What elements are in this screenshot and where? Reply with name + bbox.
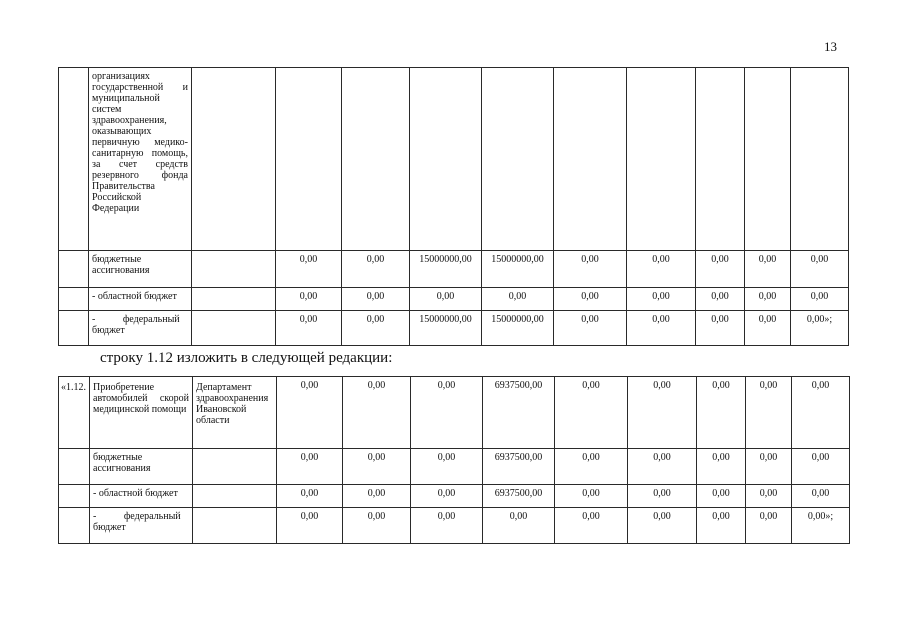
table-row (59, 68, 849, 251)
row-label: - областной бюджет (90, 485, 193, 508)
value-cell: 0,00 (343, 449, 411, 485)
budget-table-continuation (58, 67, 849, 346)
value-cell: 0,00 (554, 251, 627, 288)
value-cell: 0,00 (696, 251, 745, 288)
table-row (59, 485, 850, 508)
value-cell: 0,00 (276, 251, 342, 288)
value-cell: 0,00 (696, 311, 745, 346)
value-cell (745, 68, 791, 251)
page-number: 13 (824, 39, 837, 54)
value-cell: 6937500,00 (483, 377, 555, 449)
value-cell: 0,00 (746, 449, 792, 485)
value-cell: 0,00 (696, 288, 745, 311)
value-cell: 0,00»; (792, 508, 850, 544)
value-cell: 0,00 (483, 508, 555, 544)
table-row (59, 288, 849, 311)
row-number-cell (59, 68, 89, 251)
value-cell: 0,00 (791, 251, 849, 288)
value-cell (627, 68, 696, 251)
table-row (59, 508, 850, 544)
table-row (59, 449, 850, 485)
value-cell: 15000000,00 (482, 251, 554, 288)
value-cell: 0,00 (627, 251, 696, 288)
value-cell: 0,00 (410, 288, 482, 311)
measure-description-continued: организациях государственной и муниципальной систем здравоохранения, оказывающих первичную медико-санитарную помощь, за счет средств резервного фонда Правительства Российской Федерации (89, 68, 192, 251)
value-cell (410, 68, 482, 251)
value-cell: 0,00 (555, 377, 628, 449)
value-cell: 0,00 (555, 508, 628, 544)
table-row (59, 311, 849, 346)
value-cell: 0,00»; (791, 311, 849, 346)
value-cell: 0,00 (342, 311, 410, 346)
amendment-instruction: строку 1.12 изложить в следующей редакции: (100, 350, 393, 366)
value-cell: 0,00 (792, 485, 850, 508)
value-cell: 0,00 (746, 485, 792, 508)
value-cell: 0,00 (745, 251, 791, 288)
row-label: - федеральный бюджет (90, 508, 193, 544)
budget-table-row-1-12 (58, 376, 850, 544)
measure-title: Приобретение автомобилей скорой медицинской помощи (90, 377, 193, 449)
value-cell: 0,00 (554, 288, 627, 311)
value-cell: 0,00 (792, 449, 850, 485)
value-cell: 0,00 (277, 508, 343, 544)
value-cell: 0,00 (627, 311, 696, 346)
value-cell: 6937500,00 (483, 449, 555, 485)
value-cell: 0,00 (697, 449, 746, 485)
value-cell: 0,00 (746, 508, 792, 544)
value-cell: 0,00 (697, 377, 746, 449)
value-cell: 0,00 (745, 288, 791, 311)
value-cell: 15000000,00 (410, 251, 482, 288)
value-cell: 0,00 (343, 377, 411, 449)
value-cell: 0,00 (411, 377, 483, 449)
table-row (59, 377, 850, 449)
value-cell: 0,00 (482, 288, 554, 311)
row-label: - федеральный бюджет (89, 311, 192, 346)
table-row (59, 251, 849, 288)
value-cell: 0,00 (277, 377, 343, 449)
executor: Департамент здравоохранения Ивановской области (193, 377, 277, 449)
value-cell: 0,00 (697, 508, 746, 544)
executor-cell (192, 68, 276, 251)
value-cell: 0,00 (276, 288, 342, 311)
value-cell: 0,00 (342, 288, 410, 311)
row-number: «1.12. (59, 377, 90, 449)
value-cell: 0,00 (792, 377, 850, 449)
value-cell: 15000000,00 (482, 311, 554, 346)
value-cell: 0,00 (342, 251, 410, 288)
value-cell: 0,00 (411, 508, 483, 544)
value-cell: 0,00 (697, 485, 746, 508)
value-cell: 0,00 (746, 377, 792, 449)
value-cell: 0,00 (628, 377, 697, 449)
value-cell: 0,00 (277, 449, 343, 485)
row-label: бюджетные ассигнования (90, 449, 193, 485)
value-cell: 0,00 (555, 485, 628, 508)
value-cell (696, 68, 745, 251)
value-cell: 15000000,00 (410, 311, 482, 346)
value-cell: 0,00 (411, 485, 483, 508)
value-cell (276, 68, 342, 251)
value-cell: 0,00 (628, 449, 697, 485)
value-cell (554, 68, 627, 251)
value-cell: 0,00 (555, 449, 628, 485)
row-label: бюджетные ассигнования (89, 251, 192, 288)
value-cell (791, 68, 849, 251)
value-cell: 0,00 (277, 485, 343, 508)
value-cell: 6937500,00 (483, 485, 555, 508)
value-cell: 0,00 (554, 311, 627, 346)
value-cell: 0,00 (791, 288, 849, 311)
value-cell: 0,00 (745, 311, 791, 346)
value-cell (342, 68, 410, 251)
value-cell: 0,00 (627, 288, 696, 311)
value-cell: 0,00 (343, 485, 411, 508)
value-cell (482, 68, 554, 251)
value-cell: 0,00 (628, 485, 697, 508)
row-label: - областной бюджет (89, 288, 192, 311)
value-cell: 0,00 (628, 508, 697, 544)
value-cell: 0,00 (411, 449, 483, 485)
value-cell: 0,00 (343, 508, 411, 544)
value-cell: 0,00 (276, 311, 342, 346)
